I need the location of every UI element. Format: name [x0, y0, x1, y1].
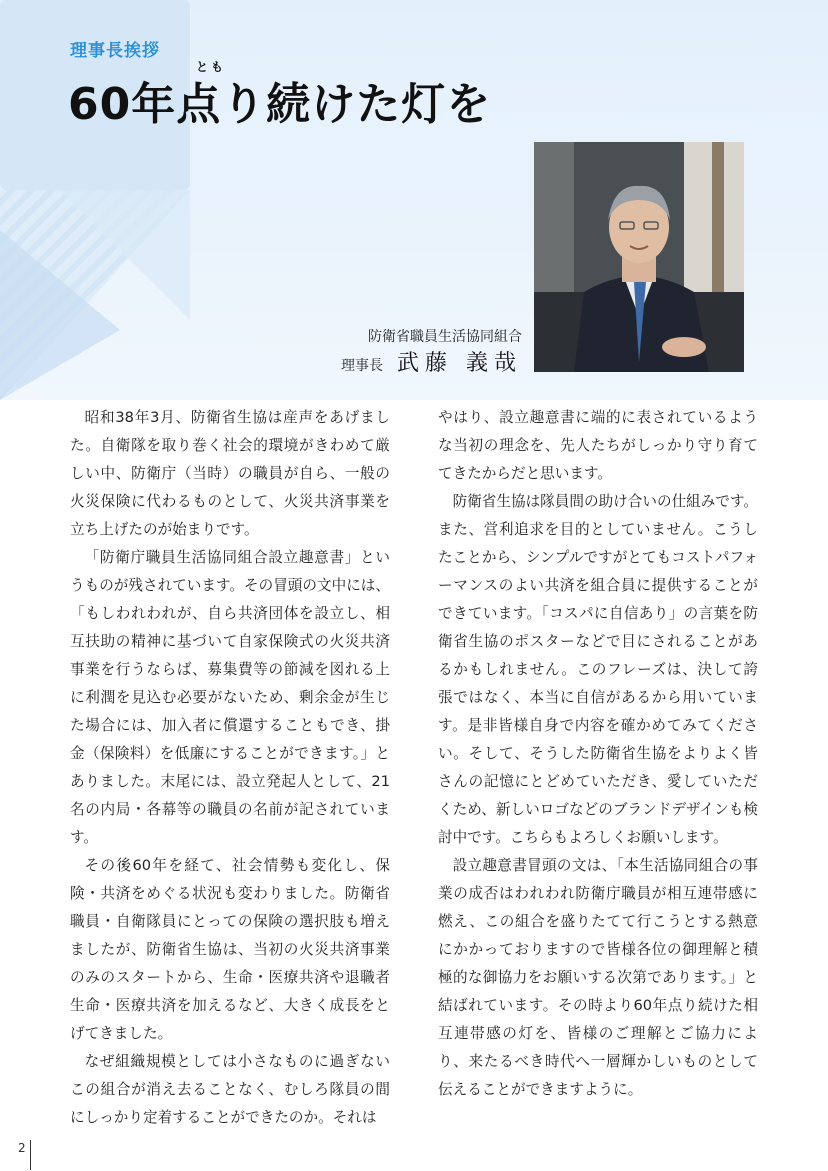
chairman-name: 武藤 義哉 — [397, 351, 522, 376]
page-number: 2 — [18, 1141, 26, 1155]
paragraph: その後60年を経て、社会情勢も変化し、保険・共済をめぐる状況も変わりました。防衛省職員・自衛隊員にとっての保険の選択肢も増えましたが、防衛省生協は、当初の火災共済事業のみのスタートから、生命・医療共済や退職者生命・医療共済を加えるなど、大きく成長をとげてきました。 — [70, 857, 390, 1042]
section-label: 理事長挨拶 — [70, 41, 160, 61]
chairman-caption — [341, 346, 522, 377]
paragraph: 防衛省生協は隊員間の助け合いの仕組みです。また、営利追求を目的としていません。こうしたことから、シンプルですがとてもコストパフォーマンスのよい共済を組合員に提供することができています。「コスパに自信あり」の言葉を防衛省生協のポスターなどで目にされることがあるかもしれません。このフレーズは、決して誇張ではなく、本当に自信があるから用いています。是非皆様自身で内容を確かめてみてください。そして、そうした防衛省生協をよりよく皆さんの記憶にとどめていただき、愛していただくため、新しいロゴなどのブランドデザインも検討中です。こちらもよろしくお願いします。 — [438, 493, 758, 846]
paragraph: やはり、設立趣意書に端的に表されているような当初の理念を、先人たちがしっかり守り育ててきたからだと思います。 — [438, 409, 758, 482]
body-column-right — [438, 404, 758, 1104]
paragraph: 設立趣意書冒頭の文は、「本生活協同組合の事業の成否はわれわれ防衛庁職員が相互連帯感に燃え、この組合を盛りたてて行こうとする熱意にかかっておりますので皆様各位の御理解と積極的な御協力をお願いする次第であります。」と結ばれています。その時より60年点り続けた相互連帯感の灯を、皆様のご理解とご協力により、来たるべき時代へ一層輝かしいものとして伝えることができますように。 — [438, 857, 758, 1098]
paragraph: なぜ組織規模としては小さなものに過ぎないこの組合が消え去ることなく、むしろ隊員の間にしっかり定着することができたのか。それは — [70, 1053, 390, 1126]
paragraph: 「防衛庁職員生活協同組合設立趣意書」というものが残されています。その冒頭の文中には、「もしわれわれが、自ら共済団体を設立し、相互扶助の精神に基づいて自家保険式の火災共済事業を行うならば、募集費等の節減を図れる上に利潤を見込む必要がないため、剰余金が生じた場合には、加入者に償還することもでき、掛金（保険料）を低廉にすることができます。」とありました。末尾には、設立発起人として、21名の内局・各幕等の職員の名前が記されています。 — [70, 549, 390, 846]
title-ruby: とも — [196, 60, 227, 74]
chairman-portrait — [534, 142, 744, 372]
organization-name: 防衛省職員生活協同組合 — [368, 329, 522, 345]
chairman-role: 理事長 — [341, 358, 383, 374]
page-divider — [30, 1140, 31, 1170]
body-column-left — [70, 404, 390, 1132]
paragraph: 昭和38年3月、防衛省生協は産声をあげました。自衛隊を取り巻く社会的環境がきわめて厳しい中、防衛庁（当時）の職員が自ら、一般の火災保険に代わるものとして、火災共済事業を立ち上げたのが始まりです。 — [70, 409, 390, 538]
page-title: 60年点り続けた灯を — [68, 79, 492, 130]
